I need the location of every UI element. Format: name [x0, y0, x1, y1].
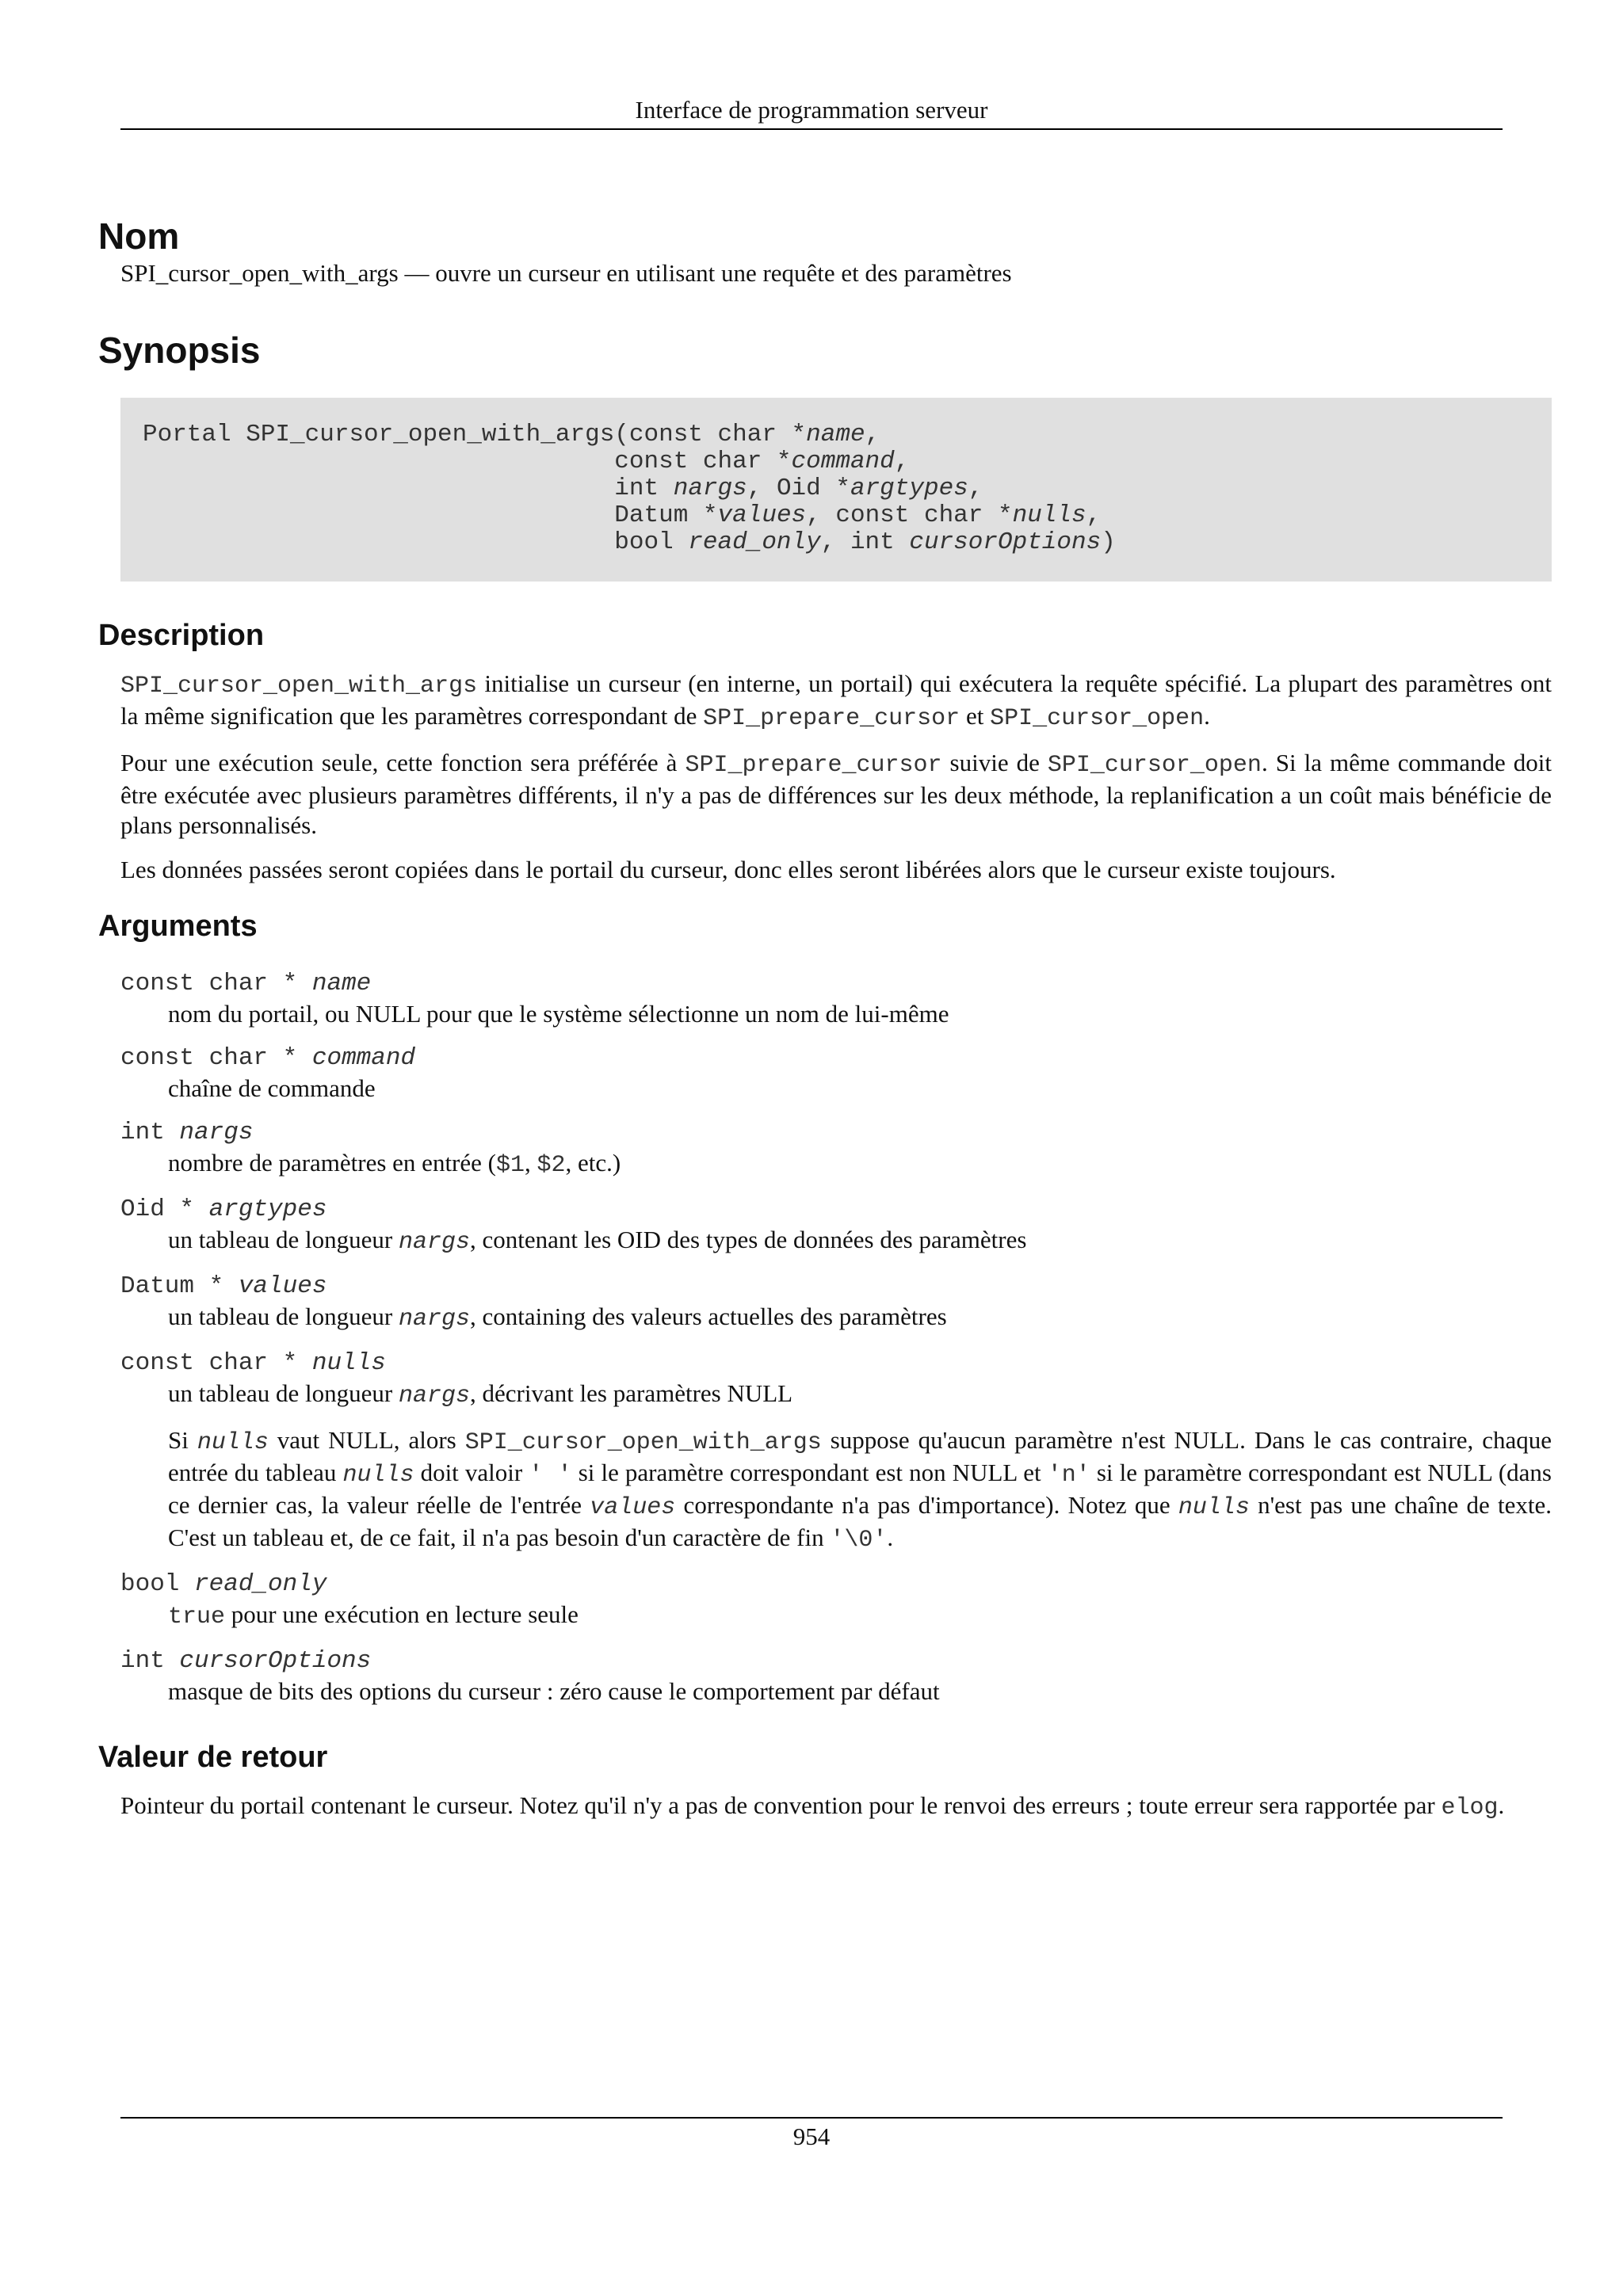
refpurpose: ouvre un curseur en utilisant une requête et des paramètres	[435, 259, 1012, 287]
argument-command	[98, 1043, 1552, 1104]
argument-argtypes	[98, 1195, 1552, 1257]
argument-definition: un tableau de longueur nargs, décrivant les paramètres NULL	[168, 1379, 793, 1409]
description-paragraph-1: SPI_cursor_open_with_args initialise un curseur (en interne, un portail) qui exécutera la requête spécifié. La plupart des paramètres ont la même signification que les paramètres correspondant de SPI_prepare_cursor et SPI_cursor_open.	[120, 669, 1552, 732]
running-header: Interface de programmation serveur	[635, 96, 988, 124]
argument-definition: chaîne de commande	[168, 1074, 376, 1102]
heading-description: Description	[98, 619, 265, 652]
argument-term: const char * command	[120, 1044, 416, 1072]
argument-term: int nargs	[120, 1119, 254, 1146]
argument-nulls-note: Si nulls vaut NULL, alors SPI_cursor_open_with_args suppose qu'aucun paramètre n'est NULL. Dans le cas contraire, chaque entrée du tableau nulls doit valoir ' ' si le paramètre correspondant est non NULL et 'n' si le paramètre correspondant est NULL (dans ce dernier cas, la valeur réelle de l'entrée values correspondante n'a pas d'importance). Notez que nulls n'est pas une chaîne de texte. C'est un tableau et, de ce fait, il n'a pas besoin d'un caractère de fin '\0'.	[168, 1426, 1552, 1554]
synopsis-code-block: Portal SPI_cursor_open_with_args(const char *name, const char *command, int nargs, Oid *argtypes, Datum *values, const char *nulls, bool read_only, int cursorOptions)	[120, 398, 1552, 582]
argument-term: Oid * argtypes	[120, 1196, 327, 1223]
argument-term: bool read_only	[120, 1570, 327, 1598]
header-rule	[120, 128, 1503, 130]
argument-term: int cursorOptions	[120, 1647, 372, 1675]
heading-arguments: Arguments	[98, 910, 258, 943]
argument-nargs	[98, 1118, 1552, 1180]
argument-definition: nombre de paramètres en entrée ($1, $2, etc.)	[168, 1149, 621, 1179]
refname-line: SPI_cursor_open_with_args — ouvre un curseur en utilisant une requête et des paramètres	[120, 259, 1012, 287]
heading-nom: Nom	[98, 215, 180, 257]
argument-definition: true pour une exécution en lecture seule	[168, 1600, 579, 1630]
argument-values	[98, 1272, 1552, 1334]
heading-synopsis: Synopsis	[98, 330, 261, 371]
argument-definition: masque de bits des options du curseur : zéro cause le comportement par défaut	[168, 1677, 940, 1705]
page-number: 954	[792, 2122, 831, 2150]
argument-definition: un tableau de longueur nargs, containing des valeurs actuelles des paramètres	[168, 1302, 947, 1333]
argument-nulls	[98, 1348, 1552, 1555]
argument-definition: un tableau de longueur nargs, contenant les OID des types de données des paramètres	[168, 1226, 1027, 1256]
argument-term: Datum * values	[120, 1272, 327, 1300]
page-content	[98, 214, 1552, 1823]
argument-cursor-options	[98, 1646, 1552, 1707]
description-paragraph-2: Pour une exécution seule, cette fonction sera préférée à SPI_prepare_cursor suivie de SPI_cursor_open. Si la même commande doit être exécutée avec plusieurs paramètres différents, il n'y a pas de différences sur les deux méthode, la replanification a un coût mais bénéficie de plans personnalisés.	[120, 749, 1552, 839]
heading-valeur-de-retour: Valeur de retour	[98, 1741, 328, 1774]
argument-read-only	[98, 1569, 1552, 1632]
return-value-paragraph: Pointeur du portail contenant le curseur. Notez qu'il n'y a pas de convention pour le renvoi des erreurs ; toute erreur sera rapportée par elog.	[120, 1791, 1505, 1821]
footer-rule	[120, 2117, 1503, 2119]
argument-term: const char * nulls	[120, 1349, 386, 1377]
argument-definition: nom du portail, ou NULL pour que le système sélectionne un nom de lui-même	[168, 1000, 949, 1028]
description-paragraph-3: Les données passées seront copiées dans le portail du curseur, donc elles seront libérées alors que le curseur existe toujours.	[120, 856, 1336, 883]
argument-name	[98, 969, 1552, 1029]
refname: SPI_cursor_open_with_args	[120, 259, 399, 287]
argument-term: const char * name	[120, 970, 372, 997]
